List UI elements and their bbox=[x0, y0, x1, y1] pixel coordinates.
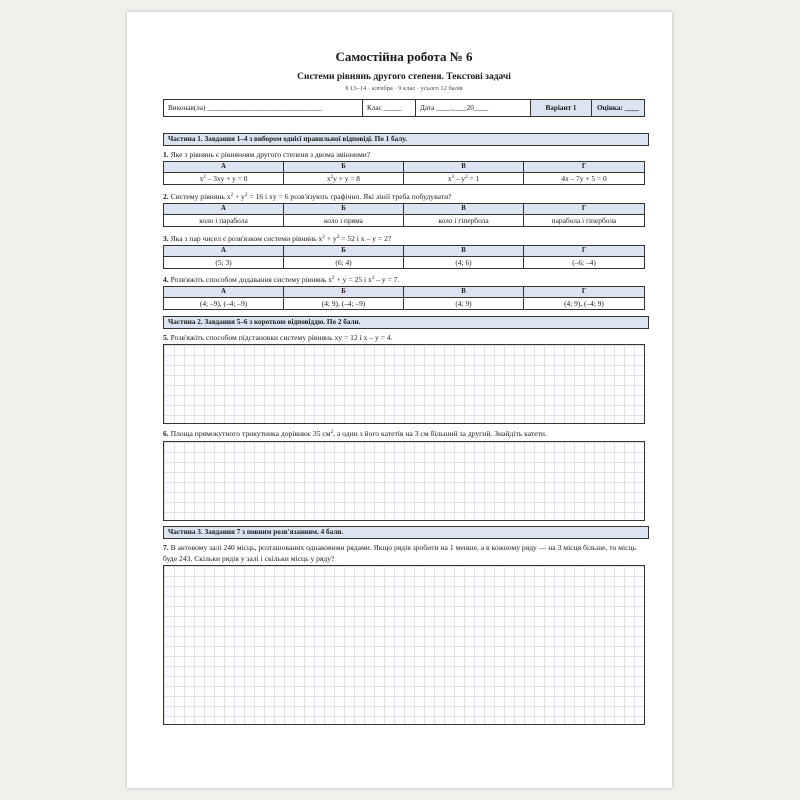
answer-area-q7[interactable] bbox=[163, 565, 645, 725]
option-value: $x^2 - 3xy + y = 0$ bbox=[199, 174, 248, 183]
option-value: коло і гіпербола bbox=[438, 216, 489, 225]
option-a[interactable] bbox=[164, 287, 284, 309]
option-letter: В bbox=[404, 246, 523, 257]
options-q1 bbox=[163, 161, 645, 185]
question-number: 5. bbox=[163, 333, 169, 342]
question-6: 6. Площа прямокутного трикутника дорівнює 35 $см^2$, а один з його катетів на 3 см більший за другий. Знайдіть катети. bbox=[163, 429, 547, 438]
options-q2 bbox=[163, 203, 645, 227]
question-number: 1. bbox=[163, 150, 169, 159]
worksheet-page bbox=[127, 12, 672, 788]
option-value: (4; –9), (–4; –9) bbox=[199, 299, 248, 308]
option-value: парабола і гіпербола bbox=[551, 216, 617, 225]
option-letter: Г bbox=[524, 246, 644, 257]
date-field[interactable]: Дата ____.____20____ bbox=[416, 100, 531, 116]
question-number: 3. bbox=[163, 234, 169, 243]
option-g[interactable] bbox=[524, 287, 644, 309]
option-letter: В bbox=[404, 287, 523, 298]
question-7 bbox=[163, 542, 645, 564]
question-1 bbox=[163, 149, 645, 160]
option-a[interactable] bbox=[164, 162, 284, 184]
option-v[interactable] bbox=[404, 287, 524, 309]
option-b[interactable] bbox=[284, 246, 404, 268]
option-value: (4; 6) bbox=[455, 258, 472, 267]
option-v[interactable] bbox=[404, 204, 524, 226]
question-5 bbox=[163, 332, 645, 343]
option-letter: Б bbox=[284, 246, 403, 257]
option-letter: Г bbox=[524, 204, 644, 215]
option-value: $x^3 - y^2 = 1$ bbox=[447, 174, 480, 183]
option-b[interactable] bbox=[284, 287, 404, 309]
variant-label: Варіант 1 bbox=[531, 100, 592, 116]
section-part-2: Частина 2. Завдання 5–6 з короткою відповіддю. По 2 бали. bbox=[163, 316, 649, 329]
student-name-field[interactable]: Виконав(ла) ________________________________ bbox=[164, 100, 363, 116]
option-letter: В bbox=[404, 162, 523, 173]
option-letter: А bbox=[164, 204, 283, 215]
option-value: (–6; –4) bbox=[572, 258, 596, 267]
class-field[interactable]: Клас _____ bbox=[363, 100, 416, 116]
section-part-1: Частина 1. Завдання 1–4 з вибором однієї правильної відповіді. По 1 балу. bbox=[163, 133, 649, 146]
option-value: (5; 3) bbox=[215, 258, 232, 267]
option-value: коло і пряма bbox=[324, 216, 363, 225]
option-letter: Б bbox=[284, 162, 403, 173]
option-a[interactable] bbox=[164, 246, 284, 268]
page-subtitle: Системи рівнянь другого степеня. Текстові задачі bbox=[297, 72, 511, 82]
option-value: (4; 9) bbox=[455, 299, 472, 308]
option-g[interactable] bbox=[524, 246, 644, 268]
option-letter: Г bbox=[524, 287, 644, 298]
question-text: Розв'яжіть способом підстановки систему рівнянь xy = 12 і x – y = 4. bbox=[170, 333, 393, 342]
question-number: 7. bbox=[163, 543, 169, 552]
option-a[interactable] bbox=[164, 204, 284, 226]
option-value: (4; 9), (–4; –9) bbox=[321, 299, 366, 308]
answer-area-q5[interactable] bbox=[163, 344, 645, 424]
option-v[interactable] bbox=[404, 246, 524, 268]
options-q3 bbox=[163, 245, 645, 269]
option-value: (4; 9), (–4; 9) bbox=[564, 299, 604, 308]
question-number: 2. bbox=[163, 192, 169, 201]
option-letter: А bbox=[164, 287, 283, 298]
option-g[interactable] bbox=[524, 204, 644, 226]
question-number: 4. bbox=[163, 275, 169, 284]
option-letter: Г bbox=[524, 162, 644, 173]
option-b[interactable] bbox=[284, 162, 404, 184]
question-text: В актовому залі 240 місць, розташованих однаковими рядами. Якщо рядів зробити на 1 менше, а в кожному ряду — на 3 місця більше, то місць буде 243. Скільки рядів у залі і скільки місць у ряду? bbox=[163, 543, 636, 563]
option-value: (6; 4) bbox=[335, 258, 352, 267]
option-value: 4x – 7y + 5 = 0 bbox=[561, 174, 607, 183]
option-v[interactable] bbox=[404, 162, 524, 184]
grade-field[interactable]: Оцінка: ____ bbox=[592, 100, 644, 116]
section-part-3: Частина 3. Завдання 7 з повним розв'язанням. 4 бали. bbox=[163, 526, 649, 539]
option-value: $x^2y + y = 8$ bbox=[326, 174, 361, 183]
page-meta: § 13–14 · алгебра · 9 клас · усього 12 балів bbox=[345, 85, 463, 92]
question-text: Яке з рівнянь є рівнянням другого степеня з двома змінними? bbox=[170, 150, 371, 159]
question-number: 6. bbox=[163, 429, 169, 438]
question-4: 4. Розв'яжіть способом додавання систему рівнянь $x^2 + y = 25$ і $x^2 - y = 7$. bbox=[163, 275, 400, 284]
student-info-row bbox=[163, 99, 645, 117]
page-title: Самостійна робота № 6 bbox=[335, 49, 473, 64]
answer-area-q6[interactable] bbox=[163, 441, 645, 521]
option-letter: А bbox=[164, 246, 283, 257]
option-letter: Б bbox=[284, 204, 403, 215]
option-letter: В bbox=[404, 204, 523, 215]
option-g[interactable] bbox=[524, 162, 644, 184]
options-q4 bbox=[163, 286, 645, 310]
question-2: 2. Систему рівнянь $x^2 + y^2 = 16$ і xy = 6 розв'язують графічно. Які лінії треба побудувати? bbox=[163, 192, 452, 201]
question-3: 3. Яка з пар чисел є розв'язком системи рівнянь $x^2 + y^2 = 52$ і x – y = 2? bbox=[163, 234, 392, 243]
option-b[interactable] bbox=[284, 204, 404, 226]
option-value: коло і парабола bbox=[199, 216, 248, 225]
option-letter: А bbox=[164, 162, 283, 173]
option-letter: Б bbox=[284, 287, 403, 298]
